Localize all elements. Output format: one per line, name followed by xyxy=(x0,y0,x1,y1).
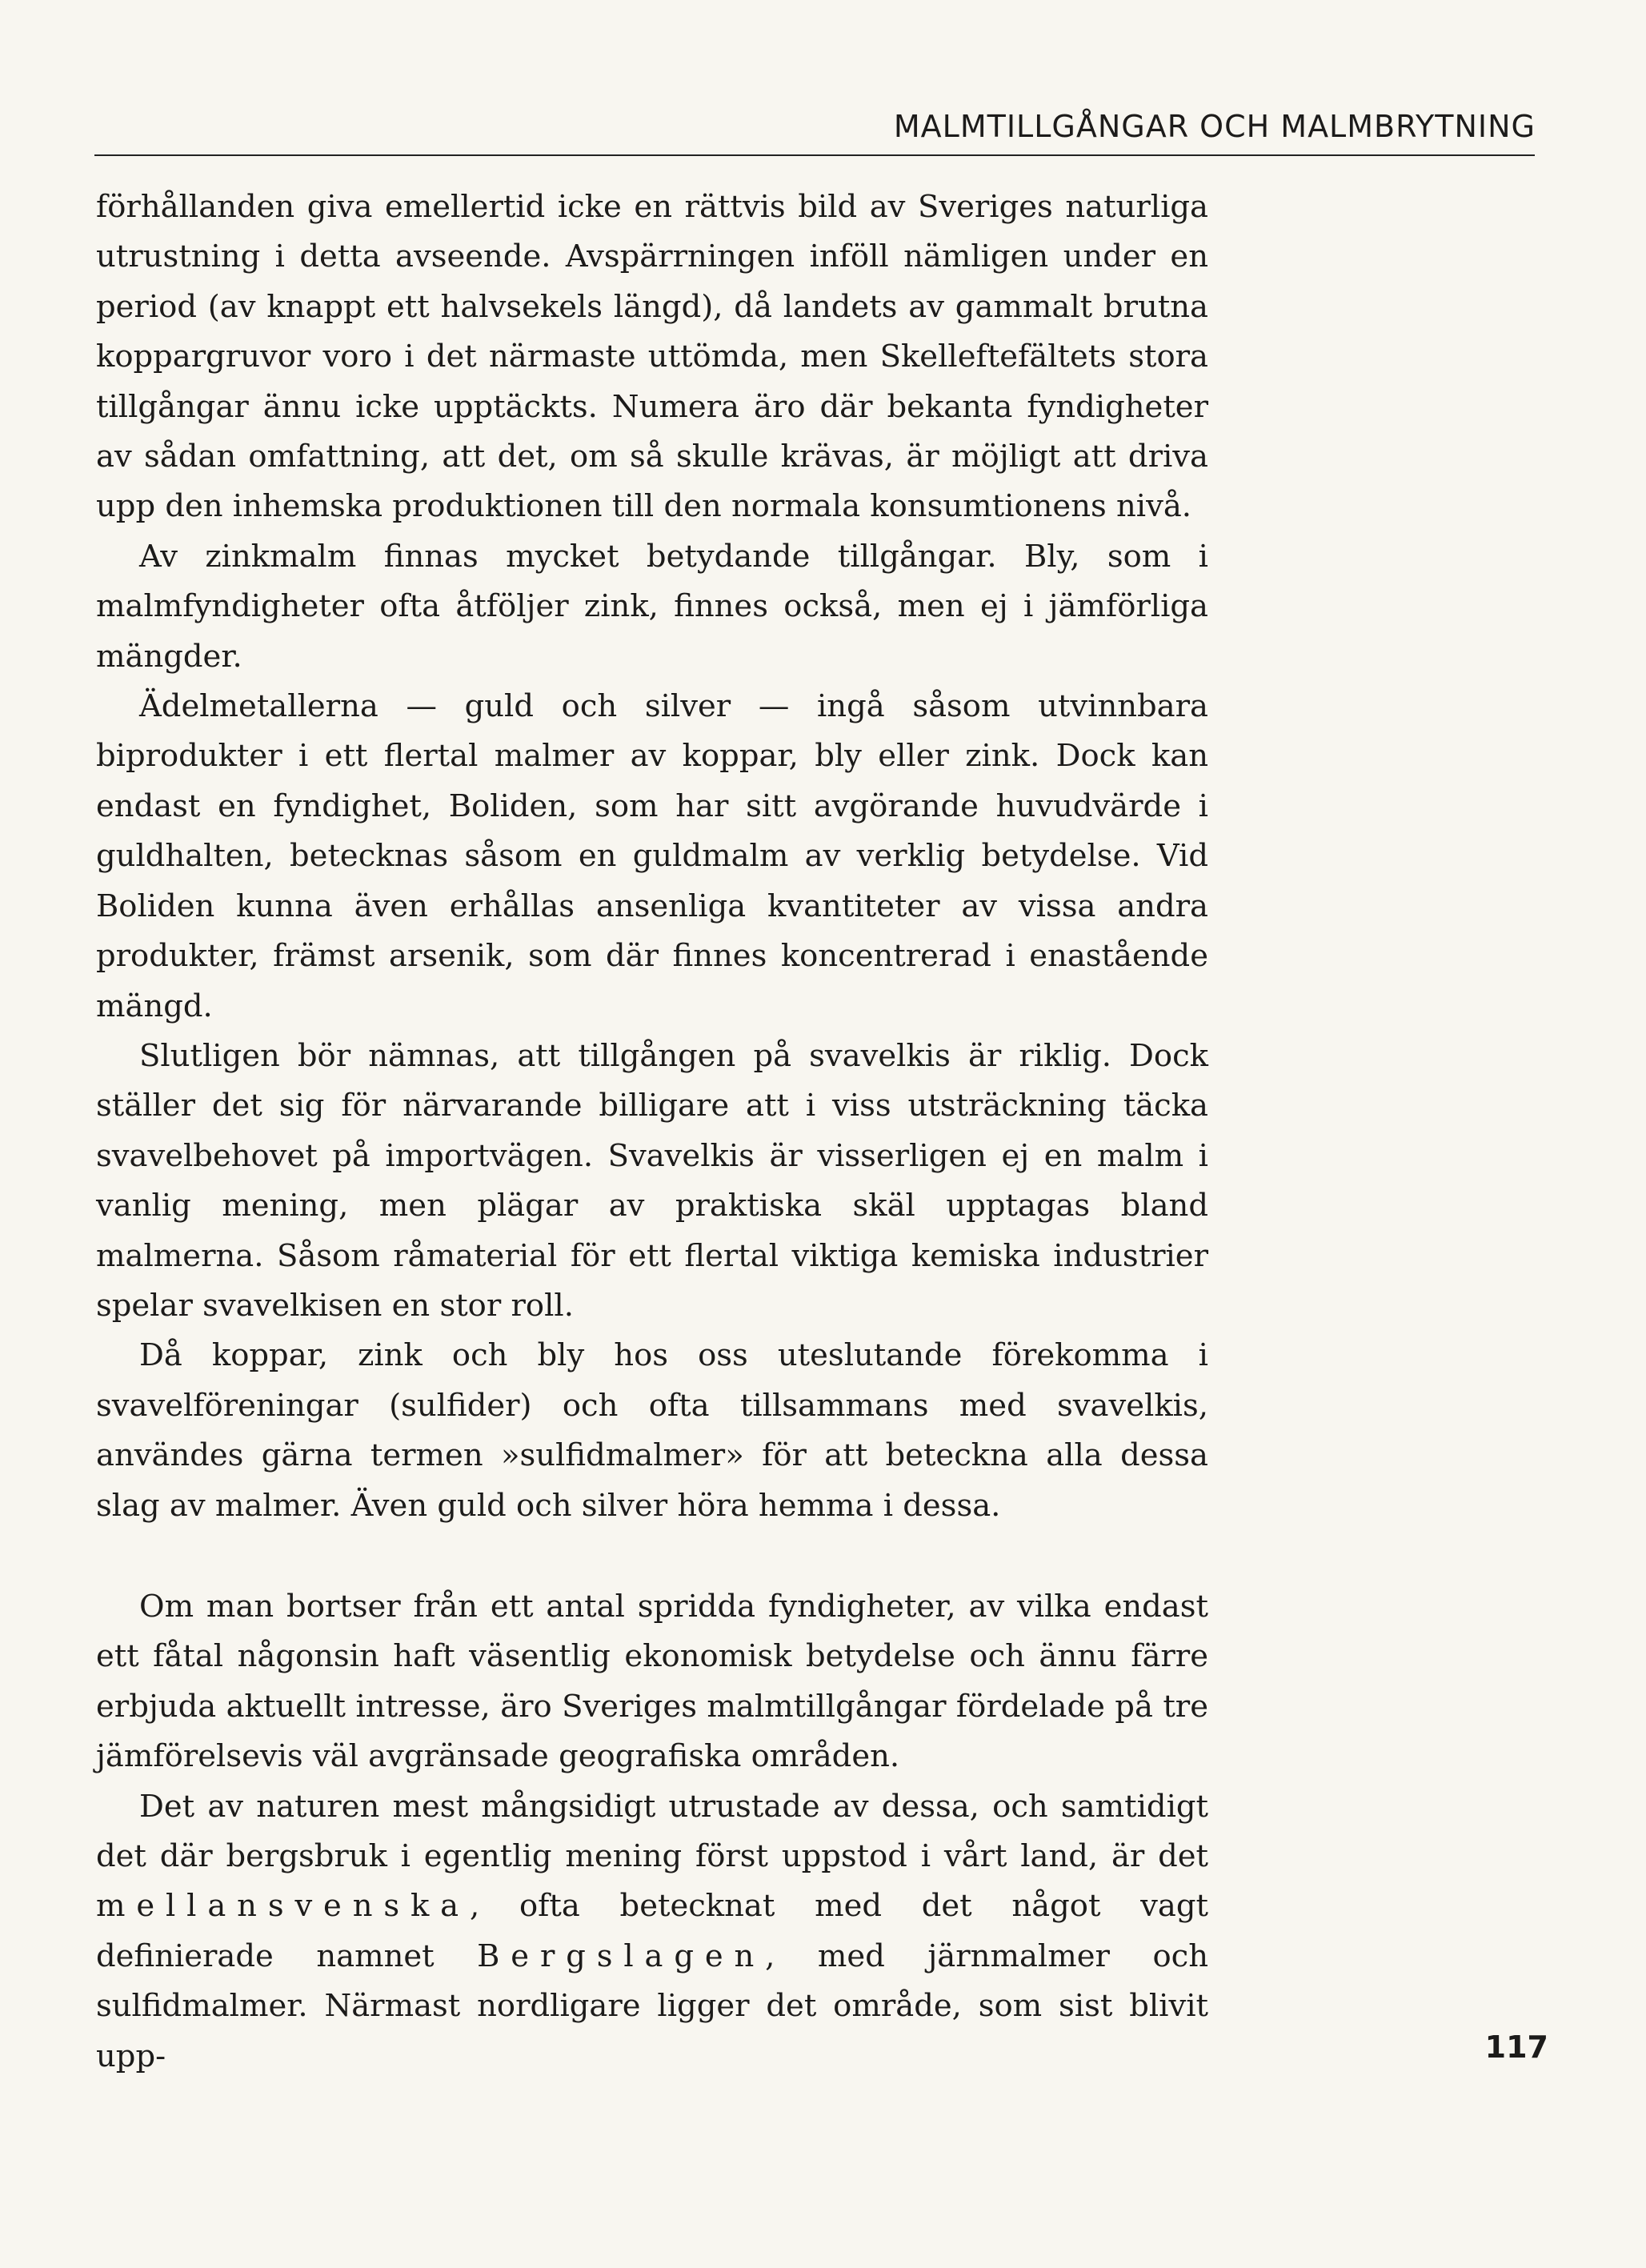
paragraph-7-part-3: , med järnmalmer och sulfidmalmer. Närmast nordligare ligger det område, som sist blivit upp- xyxy=(96,1937,1208,2074)
paragraph-2: Av zinkmalm finnas mycket betydande tillgångar. Bly, som i malmfyndigheter ofta åtföljer zink, finnes också, men ej i jämförliga mängder. xyxy=(96,538,1208,675)
spaced-term-bergslagen: Bergslagen xyxy=(477,1937,766,1974)
paragraph-1: förhållanden giva emellertid icke en rättvis bild av Sveriges naturliga utrustning i detta avseende. Avspärrningen inföll nämligen under en period (av knappt ett halvsekels längd), då landets av gammalt brutna koppargruvor voro i det närmaste uttömda, men Skelleftefältets stora tillgångar ännu icke upptäckts. Numera äro där bekanta fyndigheter av sådan omfattning, att det, om så skulle krävas, är möjligt att driva upp den inhemska produktionen till den normala konsumtionens nivå. xyxy=(96,189,1208,525)
paragraph-6: Om man bortser från ett antal spridda fyndigheter, av vilka endast ett fåtal någonsin haft väsentlig ekonomisk betydelse och ännu färre erbjuda aktuellt intresse, äro Sveriges malmtillgångar fördelade på tre jämförelsevis väl avgränsade geografiska områden. xyxy=(96,1588,1208,1775)
body-text xyxy=(96,182,1208,2082)
paragraph-7 xyxy=(96,1782,1208,2082)
spaced-term-mellansvenska: mellansvenska xyxy=(96,1888,470,1925)
paragraph-7-part-1: Det av naturen mest mångsidigt utrustade av dessa, och samtidigt det där bergsbruk i egentlig mening först uppstod i vårt land, är det xyxy=(96,1788,1208,1874)
paragraph-7-part-2: , ofta betecknat med det något vagt definierade namnet xyxy=(96,1888,1208,1974)
header-rule xyxy=(94,154,1535,156)
paragraph-5: Då koppar, zink och bly hos oss uteslutande förekomma i svavelföreningar (sulfider) och ofta tillsammans med svavelkis, användes gärna termen »sulfidmalmer» för att beteckna alla dessa slag av malmer. Även guld och silver höra hemma i dessa. xyxy=(96,1337,1208,1524)
paragraph-3: Ädelmetallerna — guld och silver — ingå såsom utvinnbara biprodukter i ett flertal malmer av koppar, bly eller zink. Dock kan endast en fyndighet, Boliden, som har sitt avgörande huvudvärde i guldhalten, betecknas såsom en guldmalm av verklig betydelse. Vid Boliden kunna även erhållas ansenliga kvantiteter av vissa andra produkter, främst arsenik, som där finnes koncentrerad i enastående mängd. xyxy=(96,688,1208,1024)
section-break xyxy=(96,1531,1208,1582)
paragraph-4: Slutligen bör nämnas, att tillgången på svavelkis är riklig. Dock ställer det sig för närvarande billigare att i viss utsträckning täcka svavelbehovet på importvägen. Svavelkis är visserligen ej en malm i vanlig mening, men plägar av praktiska skäl upptagas bland malmerna. Såsom råmaterial för ett flertal viktiga kemiska industrier spelar svavelkisen en stor roll. xyxy=(96,1037,1208,1324)
running-head: MALMTILLGÅNGAR OCH MALMBRYTNING xyxy=(893,109,1536,144)
page-number: 117 xyxy=(1484,2030,1548,2065)
